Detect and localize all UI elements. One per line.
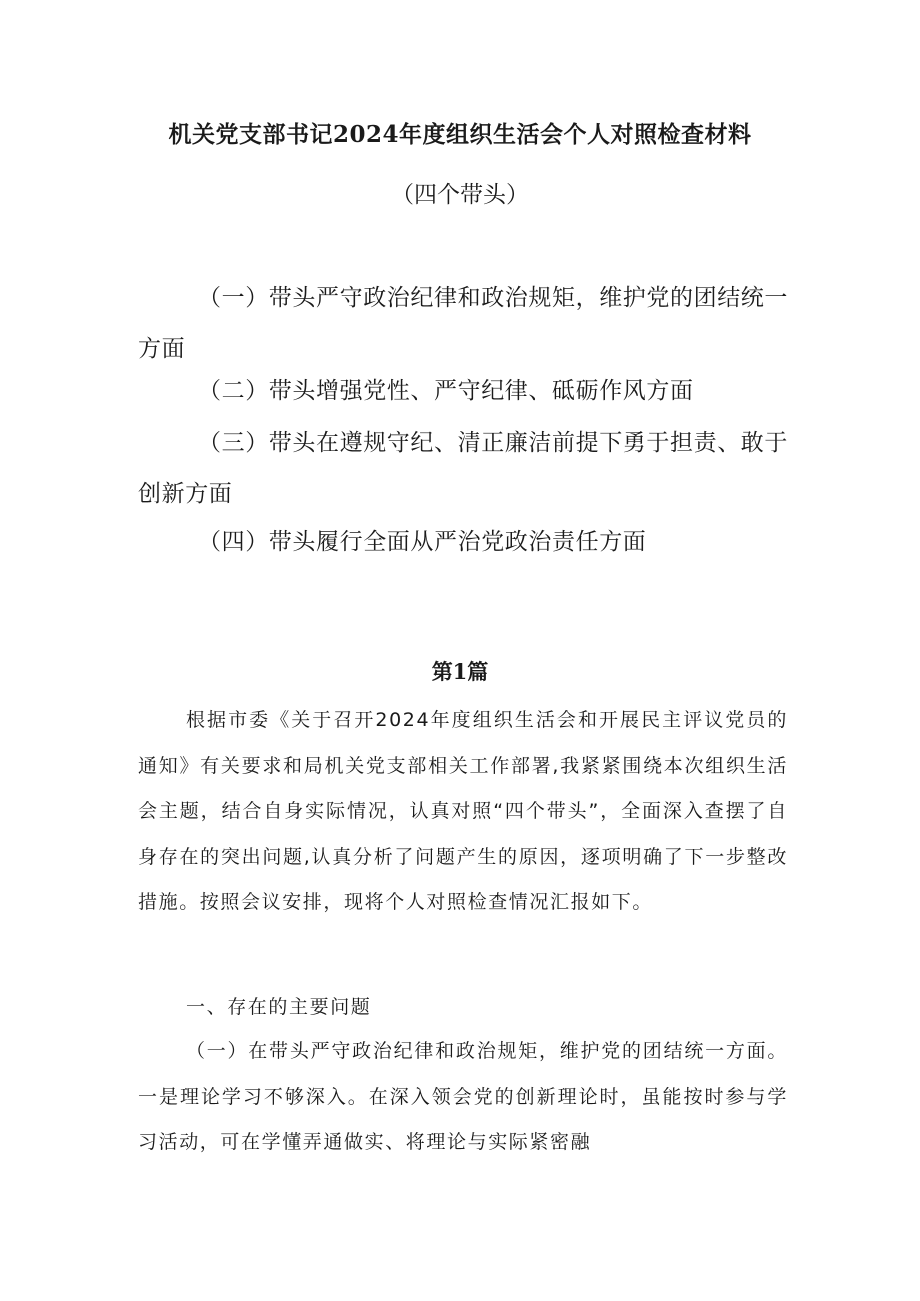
document-title: 机关党支部书记2024年度组织生活会个人对照检查材料 bbox=[168, 121, 752, 148]
section-heading: 第1篇 bbox=[431, 659, 489, 684]
outline-item-3: （三）带头在遵规守纪、清正廉洁前提下勇于担责、敢于创新方面 bbox=[138, 430, 788, 507]
body-paragraph-problem-1: （一）在带头严守政治纪律和政治规矩，维护党的团结统一方面。一是理论学习不够深入。在深入领会党的创新理论时，虽能按时参与学习活动，可在学懂弄通做实、将理论与实际紧密融 bbox=[138, 1040, 788, 1153]
body-paragraph-intro: 根据市委《关于召开2024年度组织生活会和开展民主评议党员的通知》有关要求和局机关党支部相关工作部署,我紧紧围绕本次组织生活会主题，结合自身实际情况，认真对照“四个带头”，全面深入查摆了自身存在的突出问题,认真分析了问题产生的原因，逐项明确了下一步整改措施。按照会议安排，现将个人对照检查情况汇报如下。 bbox=[138, 709, 788, 913]
body-heading-problems: 一、存在的主要问题 bbox=[186, 996, 372, 1018]
outline-item-4: （四）带头履行全面从严治党政治责任方面 bbox=[198, 529, 647, 555]
document-subtitle: （四个带头） bbox=[391, 182, 529, 208]
outline-item-2: （二）带头增强党性、严守纪律、砥砺作风方面 bbox=[198, 378, 694, 404]
outline-item-1: （一）带头严守政治纪律和政治规矩，维护党的团结统一方面 bbox=[138, 285, 788, 362]
